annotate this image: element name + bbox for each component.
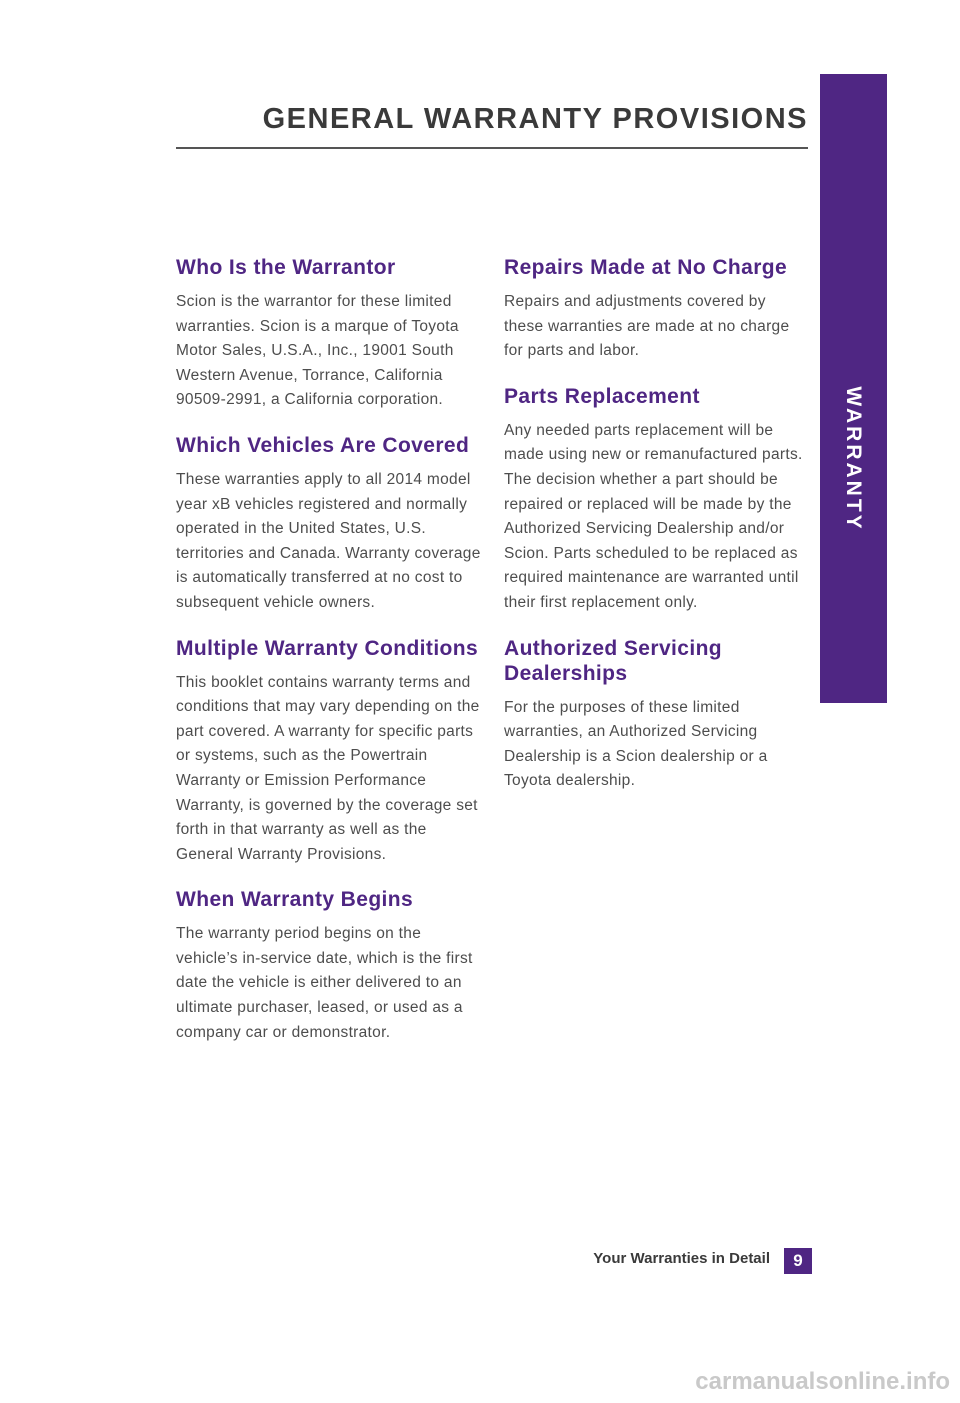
section-heading: Which Vehicles Are Covered <box>176 433 470 457</box>
section-heading: Repairs Made at No Charge <box>504 256 788 279</box>
section-body: This booklet contains warranty terms and conditions that may vary depending on the part covered. A warranty for specific parts or systems, such as the Powertrain Warranty or Emission Performance Warranty, is governed by the coverage set forth in that warranty as well as the General Warranty Provisions. <box>176 673 480 863</box>
watermark: carmanualsonline.info <box>695 1368 950 1395</box>
section-warranty-begins <box>176 887 481 1045</box>
section-vehicles-covered <box>176 433 481 616</box>
section-heading: Who Is the Warrantor <box>176 256 396 279</box>
right-column <box>504 255 804 814</box>
footer-label: Your Warranties in Detail <box>593 1250 770 1267</box>
side-tab <box>820 74 887 703</box>
side-tab-label <box>820 74 887 703</box>
section-body: The warranty period begins on the vehicle’s in-service date, which is the first date the vehicle is either delivered to an ultimate purchaser, leased, or used as a company car or demonstrator. <box>176 925 473 1041</box>
section-parts-replacement <box>504 384 804 616</box>
section-heading: Authorized Servicing Dealerships <box>504 636 723 685</box>
section-multiple-conditions <box>176 636 481 868</box>
section-who-is-warrantor <box>176 255 481 413</box>
section-heading: Parts Replacement <box>504 384 700 408</box>
section-heading: When Warranty Begins <box>176 888 414 912</box>
section-authorized-dealerships <box>504 636 804 794</box>
section-body: For the purposes of these limited warranties, an Authorized Servicing Dealership is a Scion dealership or a Toyota dealership. <box>504 698 768 790</box>
page-number: 9 <box>784 1248 812 1274</box>
title-divider <box>176 147 808 149</box>
section-heading: Multiple Warranty Conditions <box>176 636 479 660</box>
page-title: GENERAL WARRANTY PROVISIONS <box>262 103 808 135</box>
section-body: Any needed parts replacement will be made using new or remanufactured parts. The decision whether a part should be repaired or replaced will be made by the Authorized Servicing Dealership and/or Scion. Parts scheduled to be replaced as required maintenance are warranted until their first replacement only. <box>504 421 803 611</box>
section-body: Scion is the warrantor for these limited warranties. Scion is a marque of Toyota Motor Sales, U.S.A., Inc., 19001 South Western Avenue, Torrance, California 90509-2991, a California corporation. <box>176 293 459 409</box>
section-body: Repairs and adjustments covered by these warranties are made at no charge for parts and labor. <box>504 293 790 360</box>
section-body: These warranties apply to all 2014 model year xB vehicles registered and normally operated in the United States, U.S. territories and Canada. Warranty coverage is automatically transferred at no cost to subsequent vehicle owners. <box>176 470 481 611</box>
section-repairs-no-charge <box>504 255 804 364</box>
left-column <box>176 255 481 1065</box>
side-tab-text: WARRANTY <box>842 386 865 532</box>
